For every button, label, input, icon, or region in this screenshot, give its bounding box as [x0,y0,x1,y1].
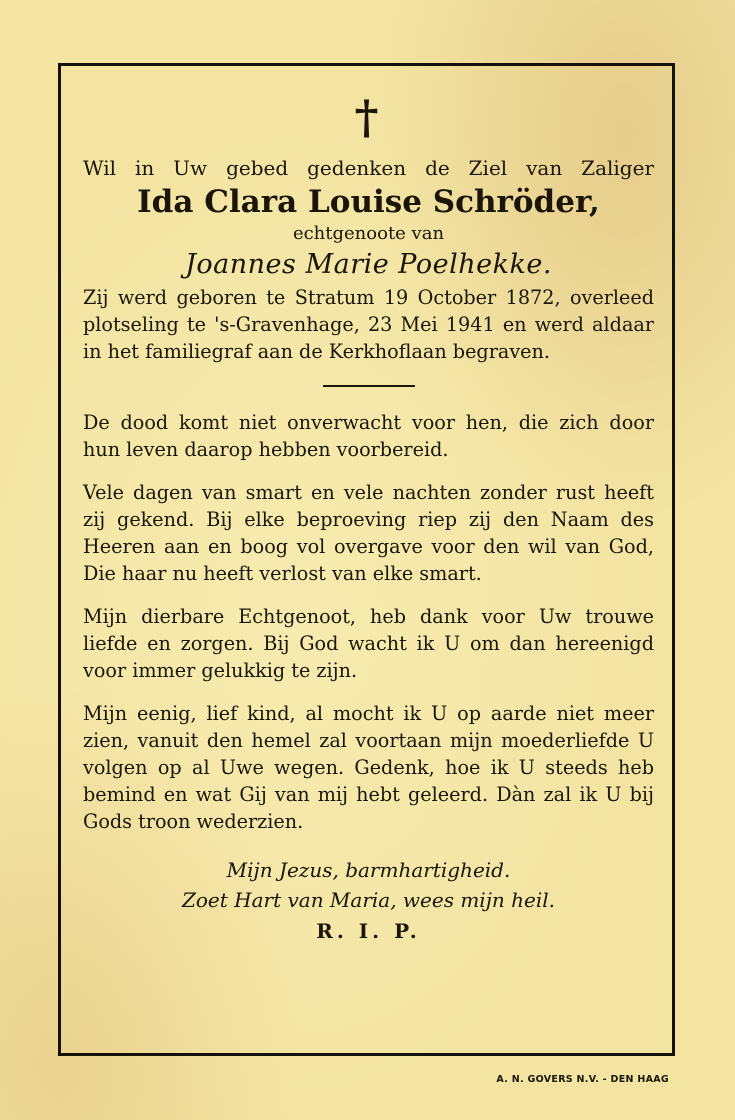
spouse-name: Joannes Marie Poelhekke. [185,249,552,280]
deceased-name: Ida Clara Louise Schröder, [137,184,600,220]
paragraph-suffering: Vele dagen van smart en vele nachten zonder rust heeft zij gekend. Bij elke beproeving riep zij den Naam des Heeren aan en boog vol overgave voor den wil van God, Die haar nu heeft verlost van elke smart. [83,481,654,585]
divider-rule [323,385,415,387]
intro-line: Wil in Uw gebed gedenken de Ziel van Zaliger [83,156,654,180]
spouse-of-label: echtgenoote van [292,223,445,244]
card-content [83,156,654,947]
biography-paragraph: Zij werd geboren te Stratum 19 October 1872, overleed plotseling te 's-Gravenhage, 23 Mei 1941 en werd aldaar in het familiegraf aan de Kerkhoflaan begraven. [83,286,654,363]
printer-imprint: A. N. GOVERS N.V. - DEN HAAG [496,1074,669,1085]
paragraph-child: Mijn eenig, lief kind, al mocht ik U op aarde niet meer zien, vanuit den hemel zal voortaan mijn moederliefde U volgen op al Uwe wegen. Gedenk, hoe ik U steeds heb bemind en wat Gij van mij hebt geleerd. Dàn zal ik U bij Gods troon wederzien. [83,702,654,833]
paragraph-death: De dood komt niet onverwacht voor hen, die zich door hun leven daarop hebben voorbereid. [83,411,654,461]
card-frame [58,63,675,1056]
prayer-line: Zoet Hart van Maria, wees mijn heil. [181,888,556,912]
prayer-line: Mijn Jezus, barmhartigheid. [226,858,511,882]
paragraph-spouse: Mijn dierbare Echtgenoot, heb dank voor Uw trouwe liefde en zorgen. Bij God wacht ik U om dan hereenigd voor immer gelukkig te zijn. [83,605,654,682]
cross-icon: † [354,90,379,144]
prayer-block [83,855,654,915]
rip-closing: R. I. P. [316,919,421,943]
